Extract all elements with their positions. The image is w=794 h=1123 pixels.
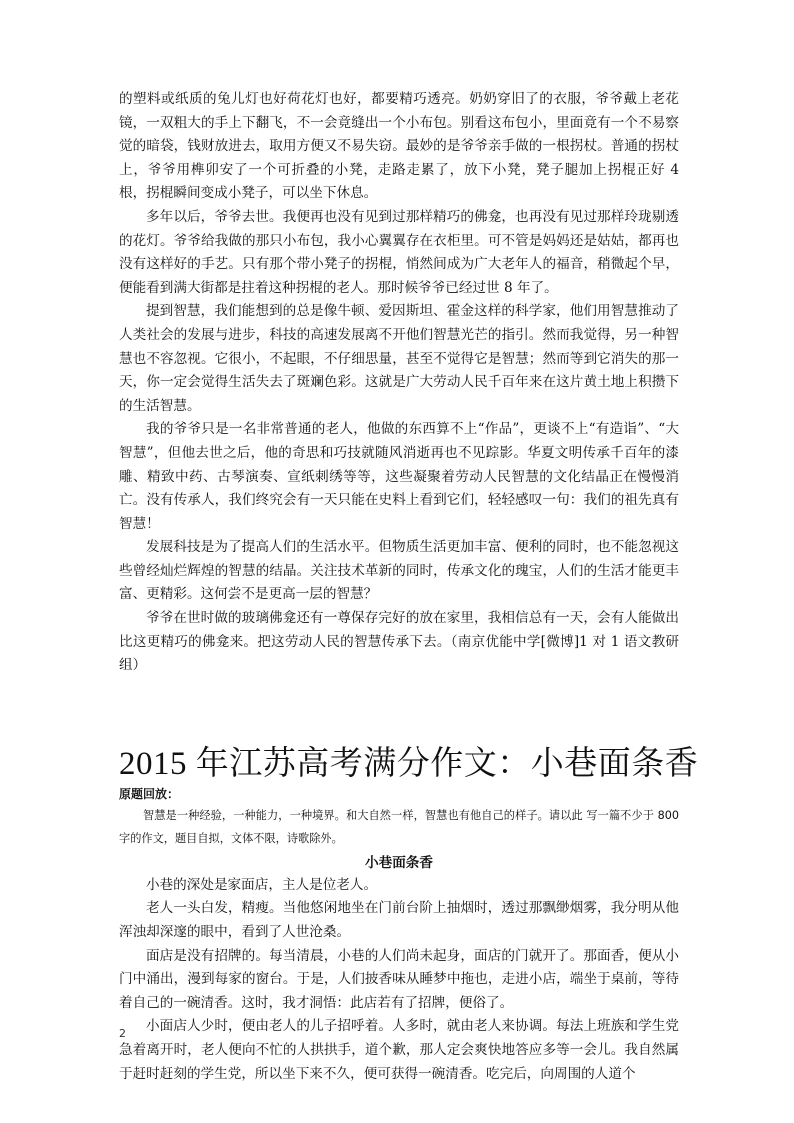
body-paragraph: 提到智慧，我们能想到的总是像牛顿、爱因斯坦、霍金这样的科学家，他们用智慧推动了人类社会的发展与进步，科技的高速发展离不开他们智慧光芒的指引。然而我觉得，另一种智慧也不容忽视。它很小，不起眼，不仔细思量，甚至不觉得它是智慧；然而等到它消失的那一天，你一定会觉得生活失去了斑斓色彩。这就是广大劳动人民千百年来在这片黄土地上积攒下的生活智慧。 [119,303,679,414]
prompt-text: 智慧是一种经验，一种能力，一种境界。和大自然一样，智慧也有他自己的样子。请以此 写一篇不少于 800 字的作文，题目自拟，文体不限，诗歌除外。 [119,808,679,845]
essay-title: 小巷面条香 [365,854,433,871]
section-spacer [119,678,679,744]
body-paragraph: 我的爷爷只是一名非常普通的老人，他做的东西算不上“作品”，更谈不上“有造诣”、“大智慧”，但他去世之后，他的奇思和巧技就随风消逝再也不见踪影。华夏文明传承千百年的漆雕、精致中药、古琴演奏、宣纸刺绣等等，这些凝聚着劳动人民智慧的文化结晶正在慢慢消亡。没有传承人，我们终究会有一天只能在史料上看到它们，轻轻感叹一句：我们的祖先真有智慧！ [119,421,679,532]
body-paragraph: 爷爷在世时做的玻璃佛龛还有一尊保存完好的放在家里，我相信总有一天，会有人能做出比这更精巧的佛龛来。把这劳动人民的智慧传承下去。（南京优能中学[微博]1 对 1 语文教研组） [119,610,679,674]
body-paragraph: 发展科技是为了提高人们的生活水平。但物质生活更加丰富、便利的同时，也不能忽视这些曾经灿烂辉煌的智慧的结晶。关注技术革新的同时，传承文化的瑰宝，人们的生活才能更丰富、更精彩。这何尝不是更高一层的智慧？ [119,539,679,603]
prompt-label: 原题回放： [119,786,180,801]
previous-article-section [119,88,679,678]
page-number: 2 [119,1027,126,1040]
essay-paragraph: 面店是没有招牌的。每当清晨，小巷的人们尚未起身，面店的门就开了。那面香，便从小门中涌出，漫到每家的窗台。于是，人们披香味从睡梦中拖也，走进小店，端坐于桌前，等待着自己的一碗清香。这时，我才洞悟：此店若有了招牌，便俗了。 [119,947,679,1011]
body-paragraph: 多年以后，爷爷去世。我便再也没有见到过那样精巧的佛龛，也再没有见过那样玲珑剔透的花灯。爷爷给我做的那只小布包，我小心翼翼存在衣柜里。可不管是妈妈还是姑姑，都再也没有这样好的手艺。只有那个带小凳子的拐棍，悄然间成为广大老年人的福音，稍微起个早，便能看到满大街都是拄着这种拐棍的老人。那时候爷爷已经过世 8 年了。 [119,208,679,296]
body-paragraph: 的塑料或纸质的兔儿灯也好荷花灯也好，都要精巧透亮。奶奶穿旧了的衣服，爷爷戴上老花镜，一双粗大的手上下翻飞，不一会竟缝出一个小布包。别看这布包小，里面竟有一个不易察觉的暗袋，钱财放进去，取用方便又不易失窃。最妙的是爷爷亲手做的一根拐杖。普通的拐杖上，爷爷用榫卯安了一个可折叠的小凳，走路走累了，放下小凳，凳子腿加上拐棍正好 4 根，拐棍瞬间变成小凳子，可以坐下休息。 [119,91,679,202]
article-title: 2015 年江苏高考满分作文：小巷面条香 [119,745,699,782]
document-body [119,88,699,1086]
essay-paragraph: 老人一头白发，精瘦。当他悠闲地坐在门前台阶上抽烟时，透过那飘缈烟雾，我分明从他浑浊却深邃的眼中，看到了人世沧桑。 [119,900,679,941]
article-section [119,744,699,1086]
essay-paragraph: 小面店人少时，便由老人的儿子招呼着。人多时，就由老人来协调。每法上班族和学生党急着离开时，老人便向不忙的人拱拱手，道个歉，那人定会爽快地答应多等一会儿。我自然属于赶时赶刻的学生党，所以坐下来不久，便可获得一碗清香。吃完后，向周围的人道个 [119,1018,679,1082]
essay-paragraph: 小巷的深处是家面店，主人是位老人。 [146,876,378,893]
